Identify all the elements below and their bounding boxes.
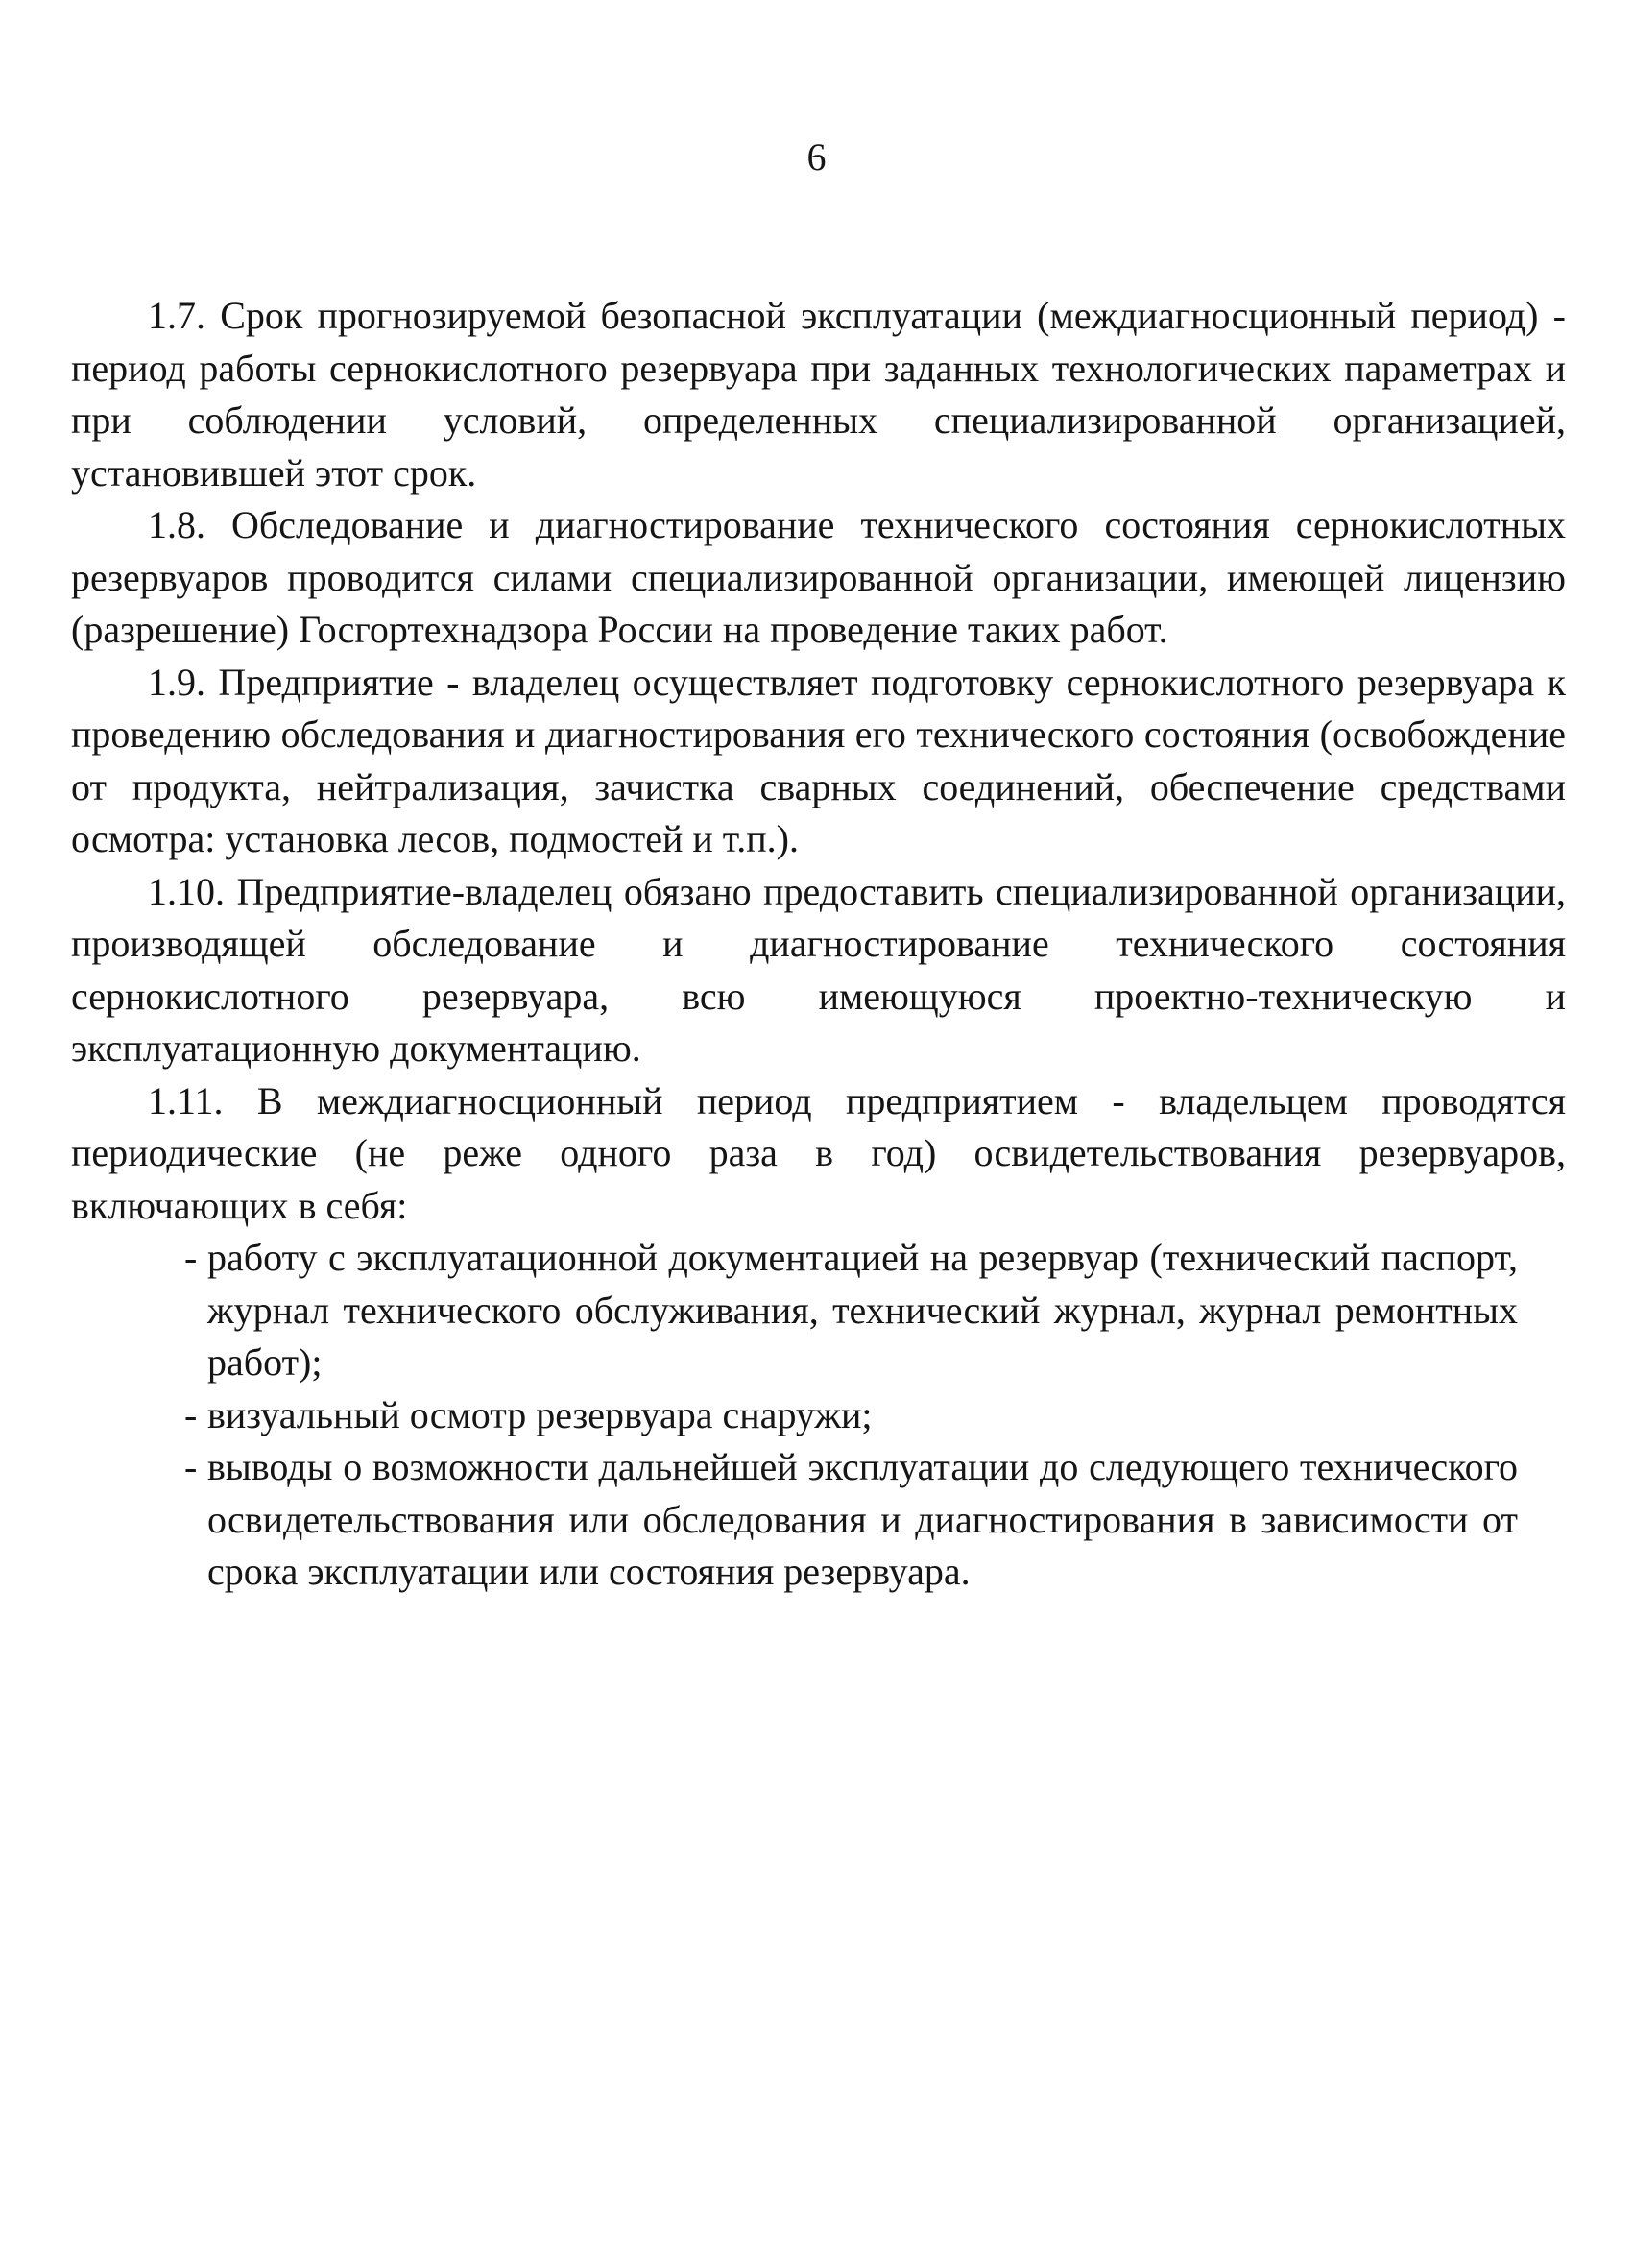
paragraph-1-9: 1.9. Предприятие - владелец осуществляет подготовку сернокислотного резервуара к проведению обследования и диагностирования его технического состояния (освобождение от продукта, нейтрализация, зачистка сварных соединений, обеспечение средствами осмотра: установка лесов, подмостей и т.п.). xyxy=(71,660,1566,860)
paragraph-1-7: 1.7. Срок прогнозируемой безопасной эксплуатации (междиагносционный период) - период работы сернокислотного резервуара при заданных технологических параметрах и при соблюдении условий, определенных специализированной организацией, установившей этот срок. xyxy=(71,294,1566,495)
bullet-dash: - xyxy=(184,1392,198,1436)
bullet-dash: - xyxy=(184,1236,198,1279)
bullet-dash: - xyxy=(184,1445,198,1488)
list-item xyxy=(71,1232,1566,1389)
list-item-text: выводы о возможности дальнейшей эксплуатации до следующего технического освидетельствования или обследования и диагностирования в зависимости от срока эксплуатации или состояния резервуара. xyxy=(207,1445,1518,1593)
list-item-text: работу с эксплуатационной документацией на резервуар (технический паспорт, журнал технического обслуживания, технический журнал, журнал ремонтных работ); xyxy=(207,1236,1518,1384)
paragraph-1-10: 1.10. Предприятие-владелец обязано предоставить специализированной организации, производящей обследование и диагностирование технического состояния сернокислотного резервуара, всю имеющуюся проектно-техническую и эксплуатационную документацию. xyxy=(71,869,1566,1070)
paragraph-1-11: 1.11. В междиагносционный период предприятием - владельцем проводятся периодические (не реже одного раза в год) освидетельствования резервуаров, включающих в себя: xyxy=(71,1078,1566,1227)
list-item xyxy=(71,1389,1566,1442)
paragraph-1-8: 1.8. Обследование и диагностирование технического состояния сернокислотных резервуаров проводится силами специализированной организации, имеющей лицензию (разрешение) Госгортехнадзора России на проведение таких работ. xyxy=(71,503,1566,651)
inspection-list xyxy=(71,1232,1566,1599)
list-item xyxy=(71,1441,1566,1599)
body-text xyxy=(71,290,1566,1599)
list-item-text: визуальный осмотр резервуара снаружи; xyxy=(207,1392,873,1436)
page-number: 6 xyxy=(806,135,827,179)
